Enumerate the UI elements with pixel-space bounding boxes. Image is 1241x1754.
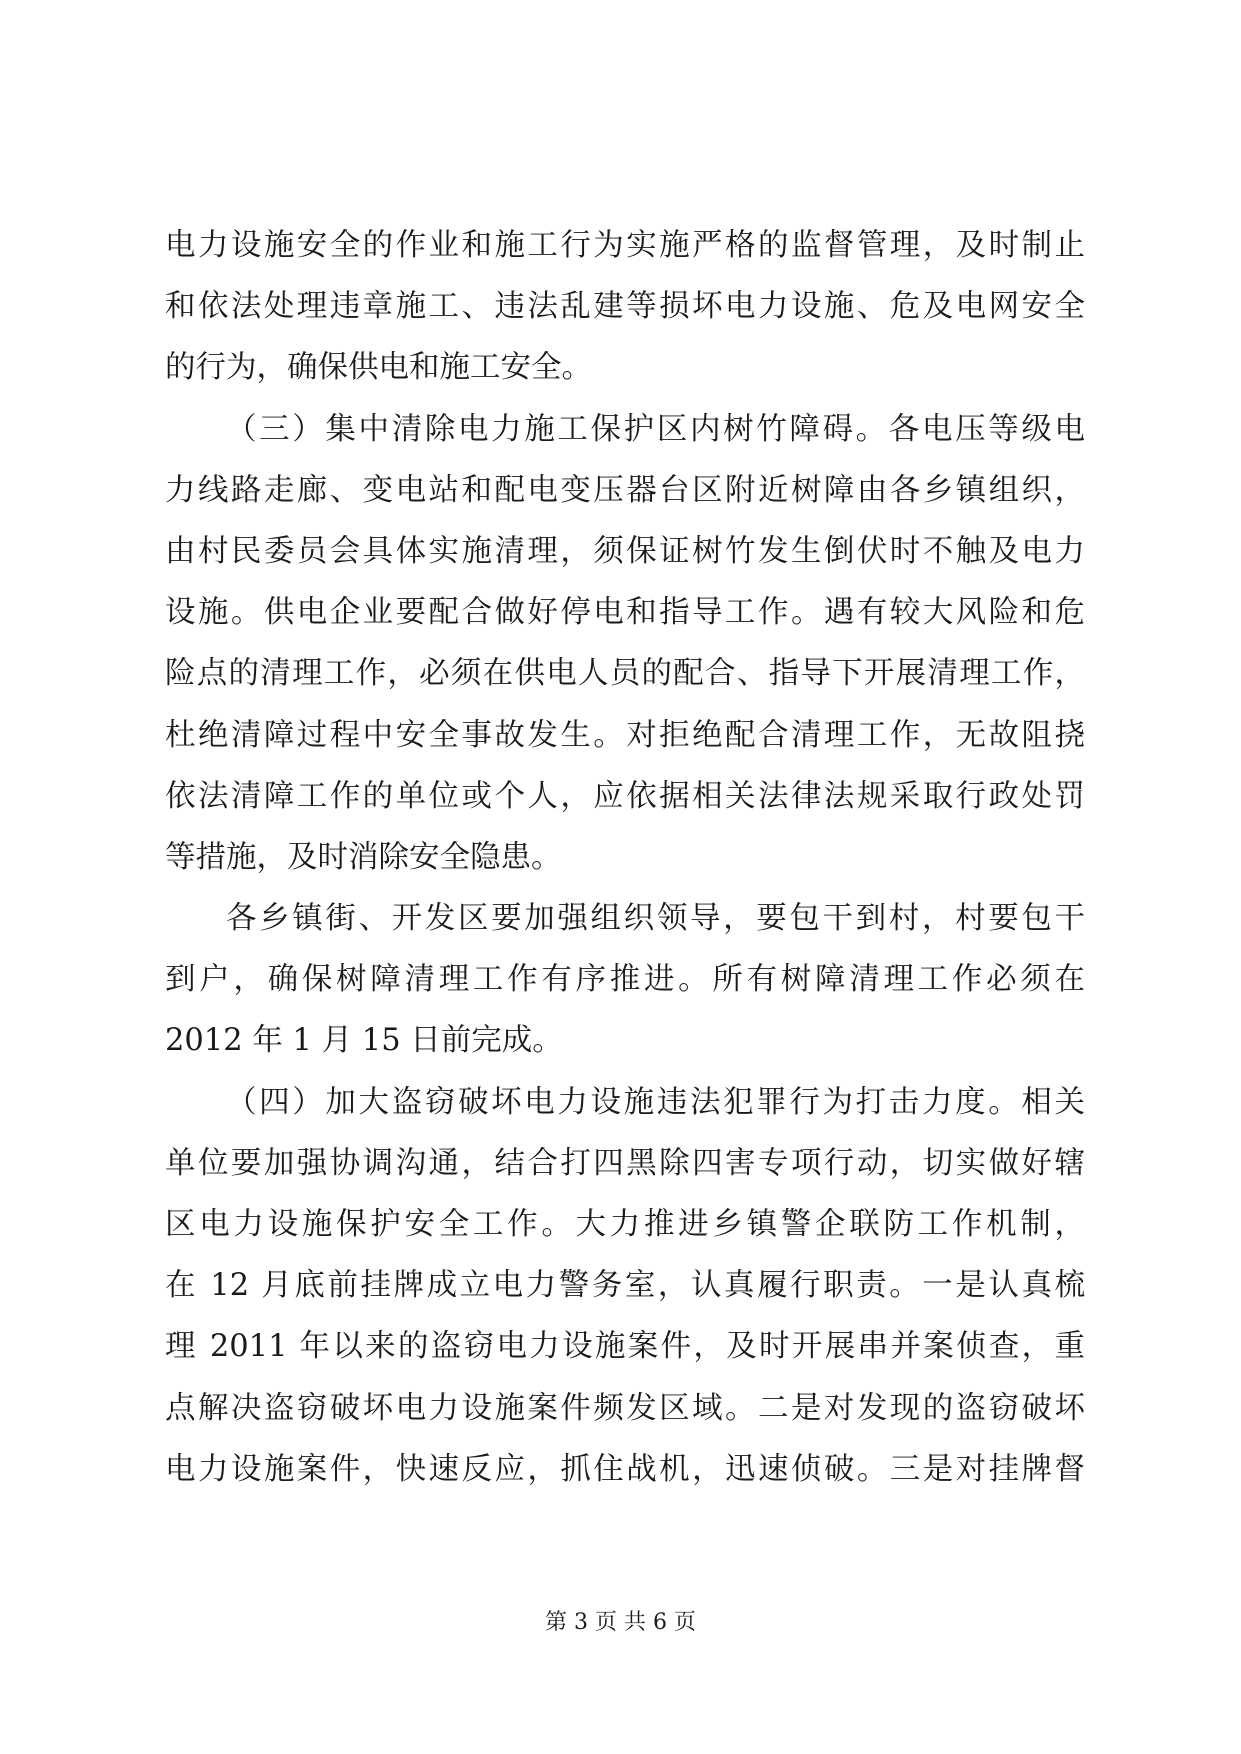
text-line-7: 设施。供电企业要配合做好停电和指导工作。遇有较大风险和危 (165, 595, 1085, 631)
text-line-5: 力线路走廊、变电站和配电变压器台区附近树障由各乡镇组织， (165, 472, 1085, 508)
text-line-13: 到户，确保树障清理工作有序推进。所有树障清理工作必须在 (165, 962, 1085, 998)
text-line-15: （四）加大盗窃破坏电力设施违法犯罪行为打击力度。相关 (226, 1084, 1085, 1120)
text-line-6: 由村民委员会具体实施清理，须保证树竹发生倒伏时不触及电力 (165, 533, 1085, 569)
text-line-16: 单位要加强协调沟通，结合打四黑除四害专项行动，切实做好辖 (165, 1145, 1085, 1181)
text-line-18: 在 12 月底前挂牌成立电力警务室，认真履行职责。一是认真梳 (165, 1268, 1085, 1304)
text-line-1: 电力设施安全的作业和施工行为实施严格的监督管理，及时制止 (165, 228, 1085, 263)
document-body (165, 226, 1085, 1511)
text-line-17: 区电力设施保护安全工作。大力推进乡镇警企联防工作机制， (165, 1207, 1085, 1242)
page-number: 第 3 页 共 6 页 (545, 1610, 696, 1635)
text-line-19: 理 2011 年以来的盗窃电力设施案件，及时开展串并案侦查，重 (165, 1329, 1085, 1365)
text-line-14: 2012 年 1 月 15 日前完成。 (165, 1023, 563, 1059)
text-line-20: 点解决盗窃破坏电力设施案件频发区域。二是对发现的盗窃破坏 (165, 1390, 1085, 1426)
text-line-11: 等措施，及时消除安全隐患。 (165, 839, 562, 875)
text-line-8: 险点的清理工作，必须在供电人员的配合、指导下开展清理工作， (165, 656, 1085, 692)
text-line-21: 电力设施案件，快速反应，抓住战机，迅速侦破。三是对挂牌督 (165, 1451, 1085, 1487)
text-line-9: 杜绝清障过程中安全事故发生。对拒绝配合清理工作，无故阻挠 (165, 717, 1085, 753)
text-line-12: 各乡镇街、开发区要加强组织领导，要包干到村，村要包干 (226, 901, 1085, 937)
text-line-10: 依法清障工作的单位或个人，应依据相关法律法规采取行政处罚 (165, 778, 1085, 814)
text-line-4: （三）集中清除电力施工保护区内树竹障碍。各电压等级电 (226, 411, 1085, 447)
text-line-2: 和依法处理违章施工、违法乱建等损坏电力设施、危及电网安全 (165, 289, 1085, 325)
text-line-3: 的行为，确保供电和施工安全。 (165, 350, 592, 386)
